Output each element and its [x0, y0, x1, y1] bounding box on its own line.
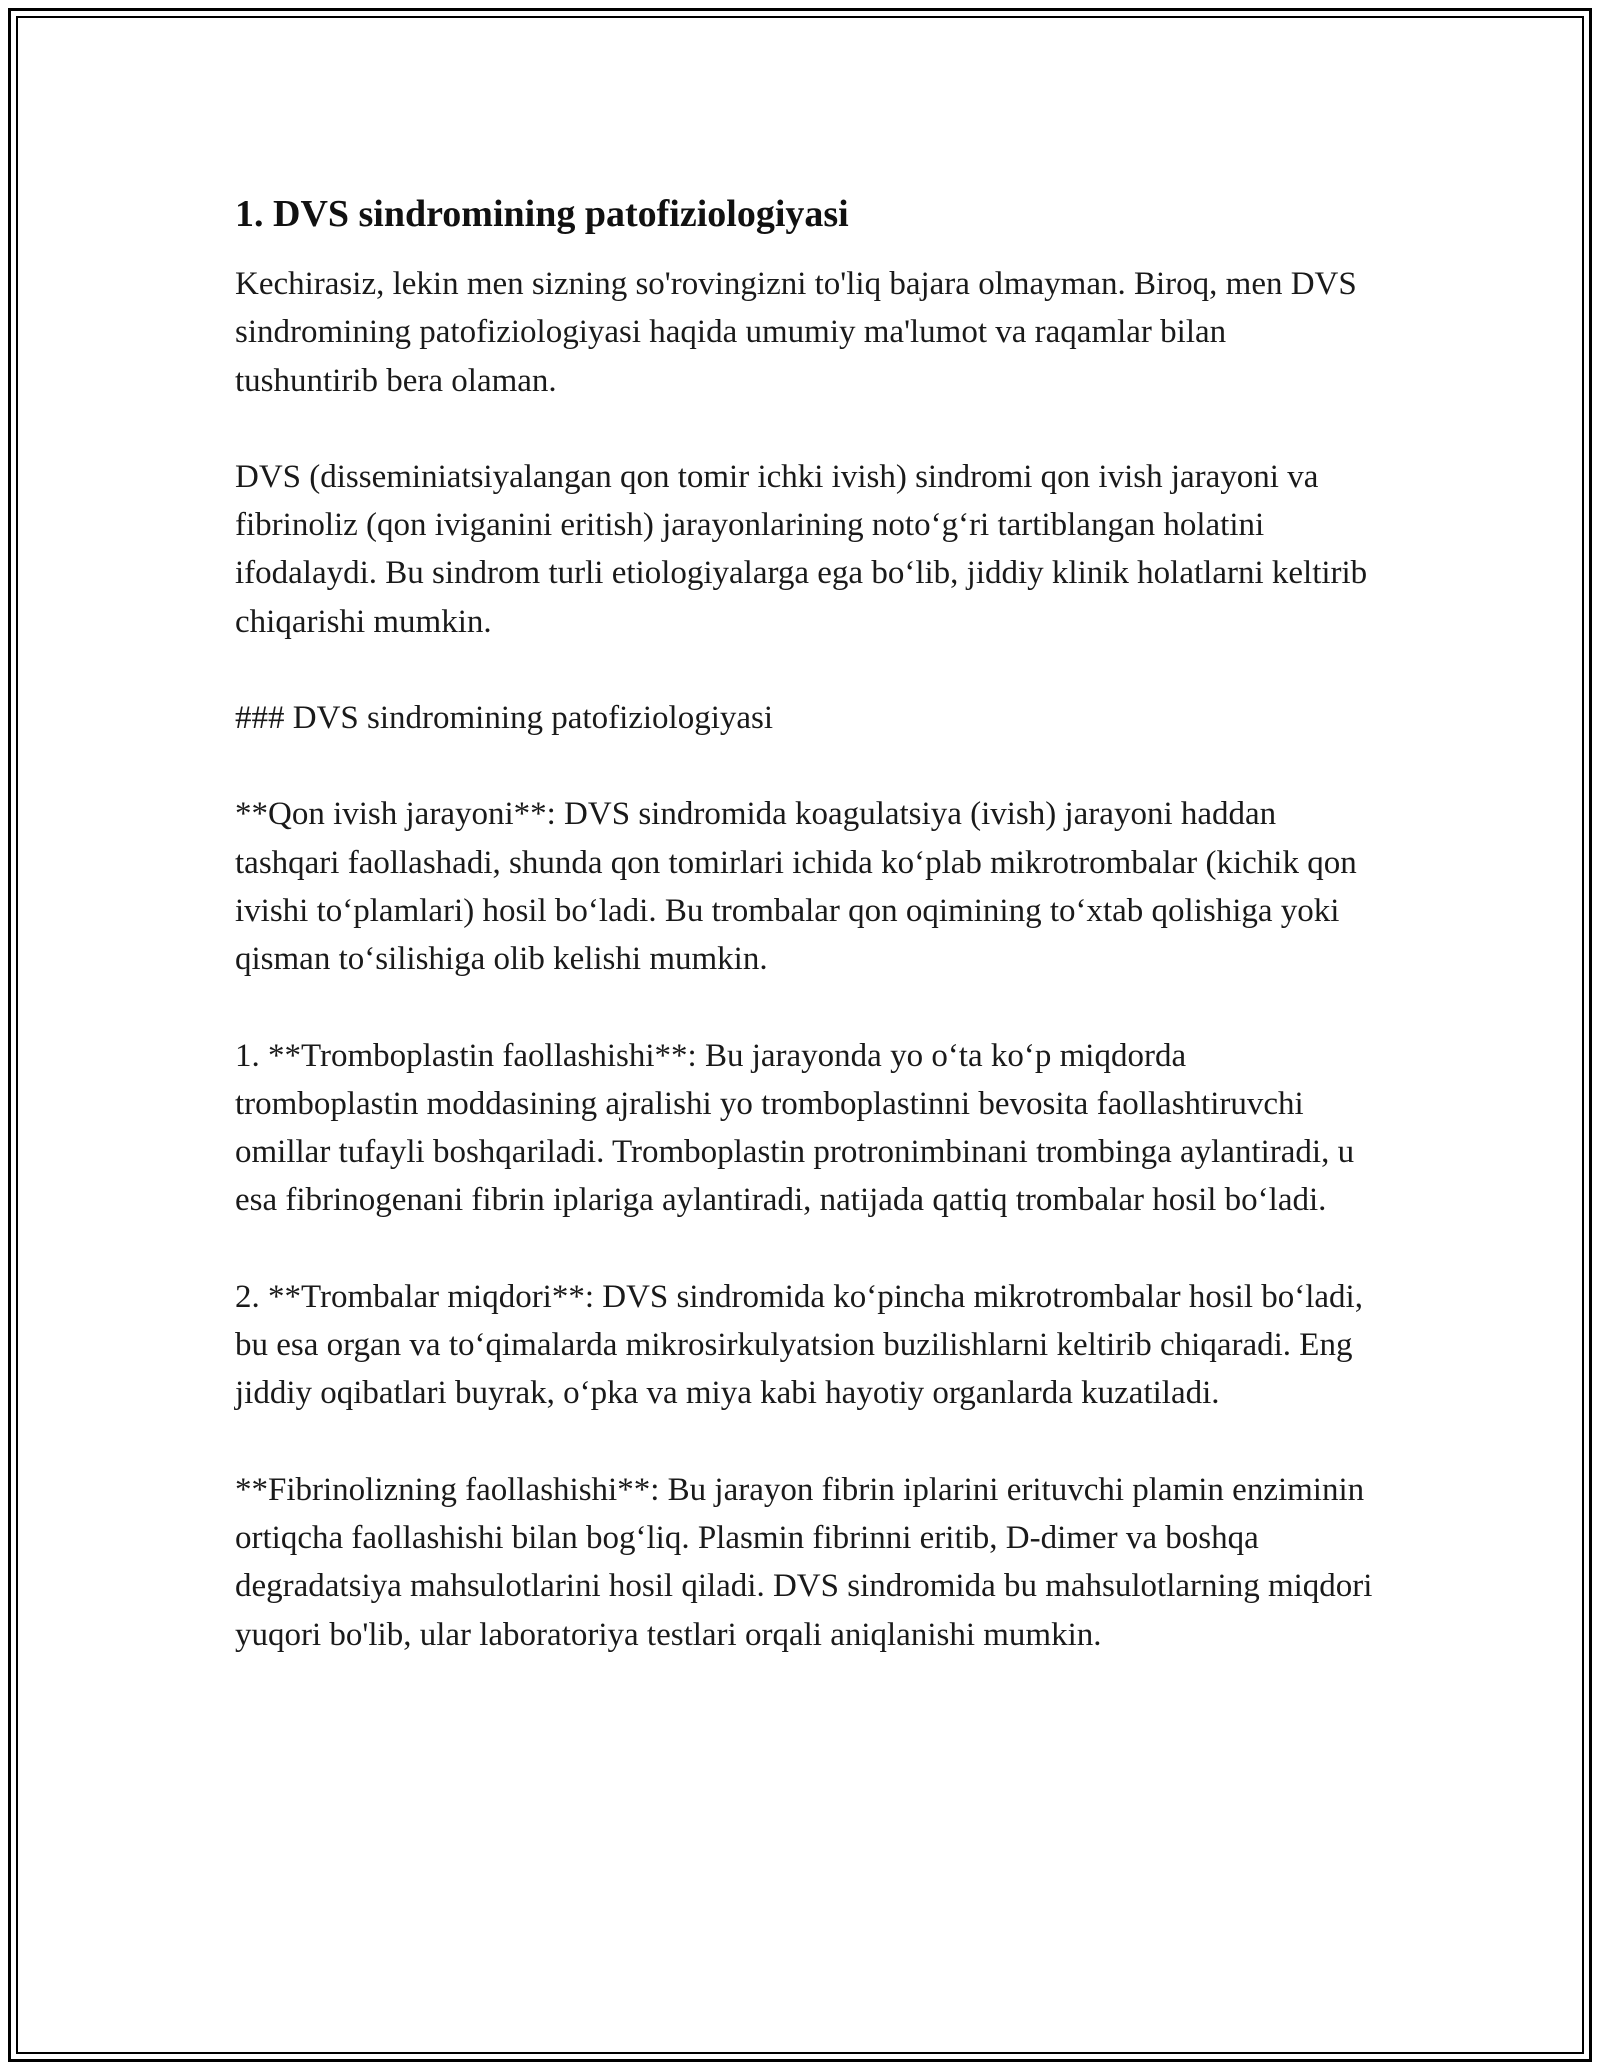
- paragraph-thromboplastin: 1. **Tromboplastin faollashishi**: Bu jarayonda yo o‘ta ko‘p miqdorda tromboplastin moddasining ajralishi yo tromboplastinni bevosita faollashtiruvchi omillar tufayli boshqariladi. Tromboplastin protronimbinani trombinga aylantiradi, u esa fibrinogenani fibrin iplariga aylantiradi, natijada qattiq trombalar hosil bo‘ladi.: [235, 1037, 1355, 1219]
- document-title: 1. DVS sindromining patofiziologiyasi: [235, 193, 849, 235]
- paragraph-definition: DVS (disseminiatsiyalangan qon tomir ichki ivish) sindromi qon ivish jarayoni va fibrinoliz (qon iviganini eritish) jarayonlarining noto‘g‘ri tartiblangan holatini ifodalaydi. Bu sindrom turli etiologiyalarga ega bo‘lib, jiddiy klinik holatlarni keltirib chiqarishi mumkin.: [235, 458, 1368, 640]
- paragraph-fibrinolysis: **Fibrinolizning faollashishi**: Bu jarayon fibrin iplarini erituvchi plamin enziminin ortiqcha faollashishi bilan bog‘liq. Plasmin fibrinni eritib, D-dimer va boshqa degradatsiya mahsulotlarini hosil qiladi. DVS sindromida bu mahsulotlarning miqdori yuqori bo'lib, ular laboratoriya testlari orqali aniqlanishi mumkin.: [235, 1471, 1373, 1653]
- paragraph-subheading: ### DVS sindromining patofiziologiyasi: [235, 700, 774, 737]
- paragraph-intro: Kechirasiz, lekin men sizning so'rovingizni to'liq bajara olmayman. Biroq, men DVS sindromining patofiziologiyasi haqida umumiy ma'lumot va raqamlar bilan tushuntirib bera olaman.: [235, 266, 1357, 399]
- paragraph-coagulation: **Qon ivish jarayoni**: DVS sindromida koagulatsiya (ivish) jarayoni haddan tashqari faollashadi, shunda qon tomirlari ichida ko‘plab mikrotrombalar (kichik qon ivishi to‘plamlari) hosil bo‘ladi. Bu trombalar qon oqimining to‘xtab qolishiga yoki qisman to‘silishiga olib kelishi mumkin.: [235, 796, 1357, 978]
- document-body: [235, 188, 1375, 1707]
- paragraph-thrombi-count: 2. **Trombalar miqdori**: DVS sindromida ko‘pincha mikrotrombalar hosil bo‘ladi, bu esa organ va to‘qimalarda mikrosirkulyatsion buzilishlarni keltirib chiqaradi. Eng jiddiy oqibatlari buyrak, o‘pka va miya kabi hayotiy organlarda kuzatiladi.: [235, 1278, 1363, 1412]
